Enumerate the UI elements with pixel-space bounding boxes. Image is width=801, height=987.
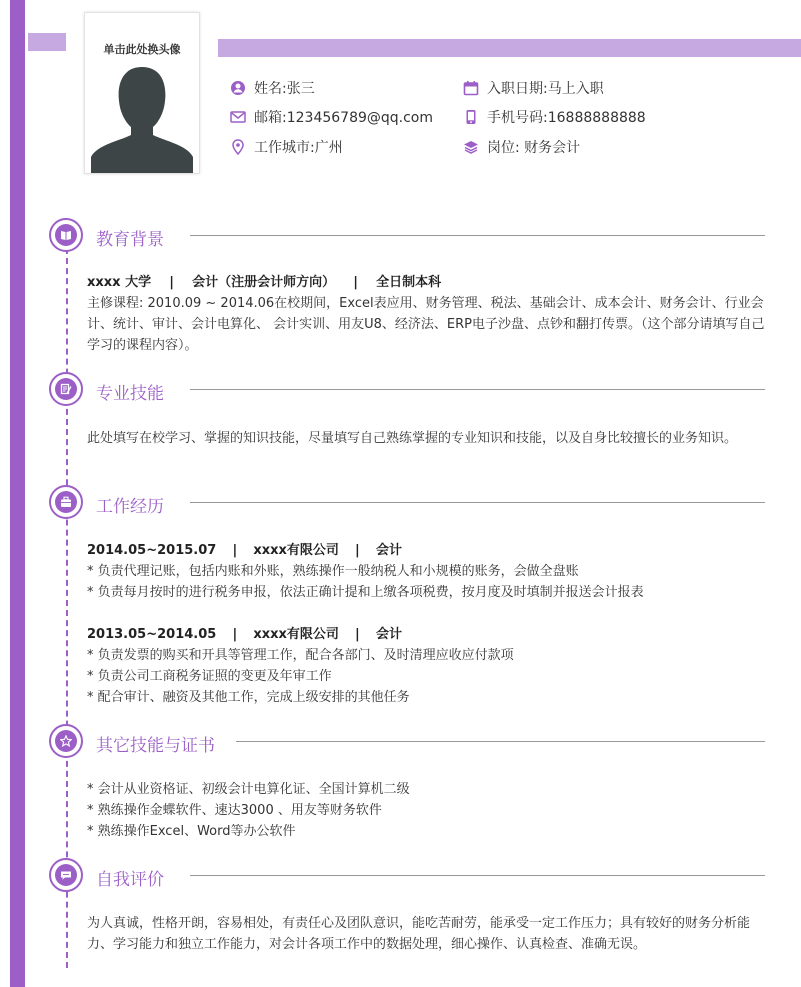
job-1-header [87,540,769,561]
education-major: 会计（注册会计师方向） [192,275,336,290]
education-header [87,272,769,293]
mail-icon [230,109,246,125]
edit-icon [60,383,72,395]
info-email-text: 邮箱:123456789@qq.com [254,110,434,126]
job-1-role: 会计 [375,543,402,558]
education-school: xxxx 大学 [87,275,152,290]
job-1-bullet: * 负责每月按时的进行税务申报，依法正确计提和上缴各项税费，按月度及时填制并报送会计报表 [87,585,644,600]
calendar-icon [463,80,479,96]
job-2-company: xxxx有限公司 [253,627,339,642]
job-1-sep-1: | [232,543,238,558]
job-2-bullet: * 负责公司工商税务证照的变更及年审工作 [87,669,332,684]
certs-title: 其它技能与证书 [96,736,215,756]
info-phone-text: 手机号码:16888888888 [487,110,646,126]
job-1-sep-2: | [355,543,360,558]
education-title: 教育背景 [96,230,164,250]
education-sep-1: | [169,275,174,290]
info-city-text: 工作城市:广州 [254,140,343,156]
header-accent-left [28,33,66,51]
job-2-bullet: * 配合审计、融资及其他工作，完成上级安排的其他任务 [87,690,410,705]
job-2-bullet: * 负责发票的购买和开具等管理工作，配合各部门、及时清理应收应付款项 [87,648,514,663]
info-start-date [463,78,604,98]
skills-text: 此处填写在校学习、掌握的知识技能，尽量填写自己熟练掌握的专业知识和技能，以及自身比较擅长的业务知识。 [87,431,738,446]
info-phone [463,107,646,127]
self-section-icon [49,858,83,892]
book-icon [60,229,72,241]
avatar-caption: 单击此处换头像 [103,43,181,56]
job-2-header [87,624,769,645]
info-city [230,137,343,157]
job-2-role: 会计 [375,627,402,642]
job-1-period: 2014.05~2015.07 [87,543,217,558]
education-section-icon [49,218,83,252]
info-name [230,78,315,98]
job-2-sep-1: | [232,627,238,642]
star-icon [60,735,72,747]
job-2-sep-2: | [355,627,360,642]
info-name-text: 姓名:张三 [254,81,315,97]
self-text: 为人真诚，性格开朗，容易相处，有责任心及团队意识，能吃苦耐劳，能承受一定工作压力；具有较好的财务分析能力、学习能力和独立工作能力，对会计各项工作中的数据处理，细心操作、认真检查、准确无误。 [87,916,751,952]
phone-icon [463,109,479,125]
education-degree: 全日制本科 [376,275,442,290]
experience-title: 工作经历 [96,497,164,517]
experience-section-icon [49,485,83,519]
skills-title: 专业技能 [96,384,164,404]
skills-section-icon [49,372,83,406]
user-icon [230,80,246,96]
layers-icon [463,139,479,155]
cert-item: * 熟练操作Excel、Word等办公软件 [87,824,296,839]
education-sep-2: | [353,275,359,290]
info-email [230,107,433,127]
self-title: 自我评价 [96,870,164,890]
briefcase-icon [60,496,72,508]
certs-section-icon [49,724,83,758]
cert-item: * 会计从业资格证、初级会计电算化证、全国计算机二级 [87,782,410,797]
header-accent-right [218,39,801,57]
info-start-date-text: 入职日期:马上入职 [487,81,604,97]
education-divider [190,235,765,236]
job-2-period: 2013.05~2014.05 [87,627,217,642]
info-position [463,137,580,157]
self-divider [190,875,765,876]
avatar-silhouette-icon [89,61,195,173]
certs-divider [236,741,765,742]
location-icon [230,139,246,155]
left-accent-bar [10,0,25,987]
cert-item: * 熟练操作金蝶软件、速达3000 、用友等财务软件 [87,803,382,818]
avatar-photo[interactable] [84,12,200,174]
info-position-text: 岗位: 财务会计 [487,140,581,156]
education-courses: 主修课程: 2010.09 ~ 2014.06在校期间，Excel表应用、财务管理、税法、基础会计、成本会计、财务会计、行业会计、统计、审计、会计电算化、 会计实训、用友U8、经济法、ERP电子沙盘、点钞和翻打传票。（这个部分请填写自己学习的课程内容）。 [87,296,765,353]
job-1-bullet: * 负责代理记账，包括内账和外账，熟练操作一般纳税人和小规模的账务，会做全盘账 [87,564,579,579]
chat-icon [60,869,72,881]
experience-divider [190,502,765,503]
job-1-company: xxxx有限公司 [253,543,339,558]
skills-divider [190,389,765,390]
